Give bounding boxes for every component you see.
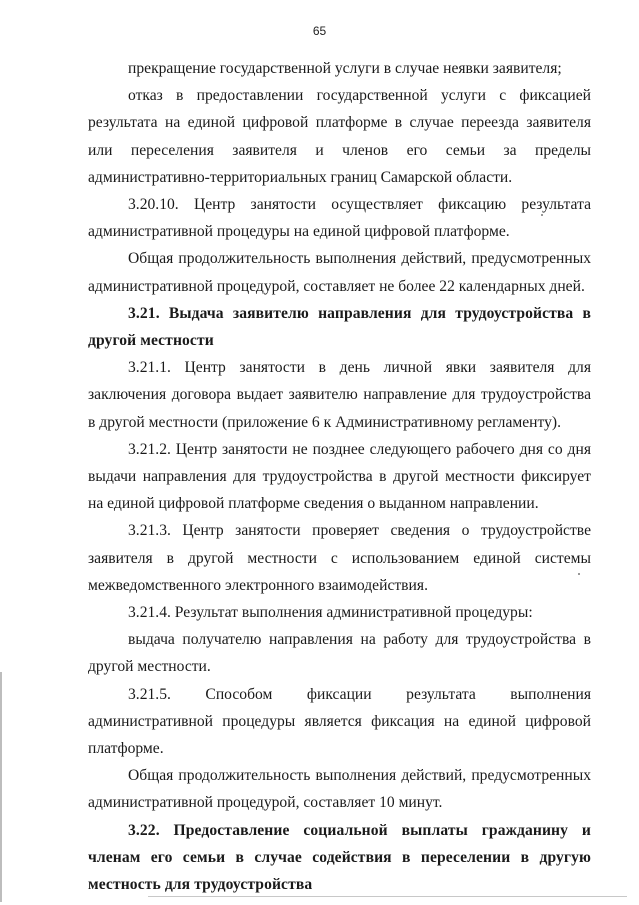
section-heading-3-22: 3.22. Предоставление социальной выплаты гражданину и членам его семьи в случае содействия в переселении в другую местность для трудоустройства [88, 821, 591, 894]
paragraph-3-21-2: 3.21.2. Центр занятости не позднее следующего рабочего дня со дня выдачи направления для трудоустройства в другой местности фиксирует на единой цифровой платформе сведения о выданном направлении. [88, 440, 591, 513]
paragraph-3-21-5: 3.21.5. Способом фиксации результата выполнения административной процедуры является фиксация на единой цифровой платформе. [88, 685, 591, 758]
paragraph-refusal: отказ в предоставлении государственной услуги с фиксацией результата на единой цифровой платформе в случае переезда заявителя или переселения заявителя и членов его семьи за пределы административно-территориальных границ Самарской области. [88, 87, 591, 186]
scan-left-edge [0, 672, 2, 902]
document-body [88, 55, 591, 898]
scan-speck [578, 573, 580, 575]
paragraph-3-21-3: 3.21.3. Центр занятости проверяет сведения о трудоустройстве заявителя в другой местности с использованием единой системы межведомственного электронного взаимодействия. [88, 522, 591, 594]
paragraph-duration-22-days: Общая продолжительность выполнения действий, предусмотренных административной процедурой, составляет не более 22 календарных дней. [88, 250, 591, 295]
section-heading-3-21: 3.21. Выдача заявителю направления для трудоустройства в другой местности [88, 304, 591, 350]
paragraph-3-21-1: 3.21.1. Центр занятости в день личной явки заявителя для заключения договора выдает заявителю направление для трудоустройства в другой местности (приложение 6 к Административному регламенту). [88, 359, 591, 431]
page-number: 65 [312, 24, 327, 38]
scan-speck [541, 214, 543, 216]
paragraph-3-21-4: 3.21.4. Результат выполнения административной процедуры: [128, 604, 533, 622]
paragraph-duration-10-minutes: Общая продолжительность выполнения действий, предусмотренных административной процедурой, составляет 10 минут. [88, 767, 591, 812]
paragraph-3-20-10: 3.20.10. Центр занятости осуществляет фиксацию результата административной процедуры на единой цифровой платформе. [88, 196, 591, 241]
scan-bottom-edge [148, 896, 627, 897]
paragraph-termination: прекращение государственной услуги в случае неявки заявителя; [128, 60, 562, 77]
paragraph-issuance: выдача получателю направления на работу для трудоустройства в другой местности. [88, 631, 591, 676]
